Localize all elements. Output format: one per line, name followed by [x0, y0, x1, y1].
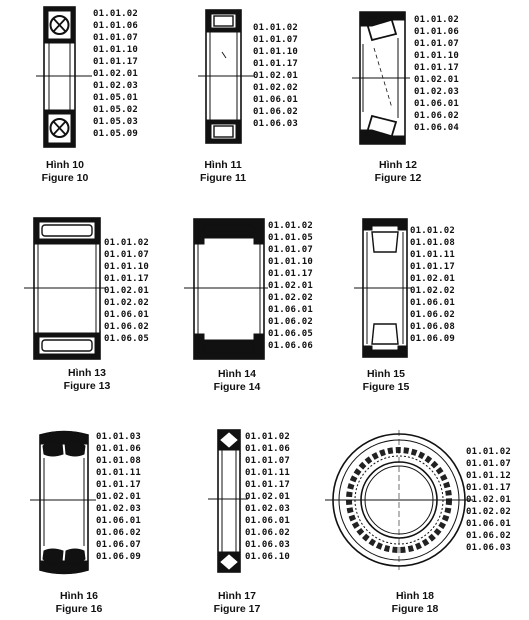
- code-item: 01.02.02: [104, 298, 149, 308]
- figure-label: Figure 13: [63, 379, 111, 392]
- code-item: 01.01.10: [414, 51, 459, 61]
- code-item: 01.06.02: [253, 107, 298, 117]
- code-item: 01.06.02: [414, 111, 459, 121]
- figure-heading: Hình 16: [60, 590, 98, 602]
- code-item: 01.01.11: [245, 468, 290, 478]
- code-item: 01.06.06: [268, 341, 313, 351]
- code-item: 01.05.09: [93, 129, 138, 139]
- code-item: 01.01.17: [96, 480, 141, 490]
- code-item: 01.02.01: [96, 492, 141, 502]
- code-item: 01.02.03: [414, 87, 459, 97]
- code-item: 01.01.06: [245, 444, 290, 454]
- figure-heading: Hình 10: [46, 159, 84, 171]
- code-item: 01.06.02: [268, 317, 313, 327]
- code-item: 01.01.02: [268, 221, 313, 231]
- code-item: 01.01.06: [93, 21, 138, 31]
- code-item: 01.02.03: [245, 504, 290, 514]
- code-item: 01.06.02: [104, 322, 149, 332]
- code-item: 01.02.01: [414, 75, 459, 85]
- figure-heading: Hình 18: [396, 590, 434, 602]
- code-item: 01.01.17: [410, 262, 455, 272]
- code-item: 01.05.01: [93, 93, 138, 103]
- figure-heading: Hình 15: [367, 368, 405, 380]
- figure-18-caption: [360, 590, 470, 615]
- code-item: 01.01.07: [93, 33, 138, 43]
- code-item: 01.06.01: [414, 99, 459, 109]
- code-item: 01.01.10: [104, 262, 149, 272]
- code-item: 01.06.03: [466, 543, 511, 553]
- code-item: 01.06.05: [268, 329, 313, 339]
- code-item: 01.01.11: [410, 250, 455, 260]
- code-item: 01.01.02: [93, 9, 138, 19]
- code-item: 01.01.12: [466, 471, 511, 481]
- code-item: 01.02.01: [253, 71, 298, 81]
- figure-label: Figure 12: [374, 171, 422, 184]
- code-item: 01.01.10: [268, 257, 313, 267]
- code-item: 01.05.03: [93, 117, 138, 127]
- code-item: 01.01.07: [253, 35, 298, 45]
- figure-heading: Hình 12: [379, 159, 417, 171]
- code-item: 01.01.17: [466, 483, 511, 493]
- code-item: 01.01.02: [414, 15, 459, 25]
- code-item: 01.01.02: [410, 226, 455, 236]
- code-item: 01.01.17: [414, 63, 459, 73]
- code-item: 01.02.01: [466, 495, 511, 505]
- code-item: 01.01.07: [466, 459, 511, 469]
- figure-label: Figure 15: [362, 380, 410, 393]
- code-item: 01.01.03: [96, 432, 141, 442]
- code-item: 01.02.01: [268, 281, 313, 291]
- code-item: 01.01.10: [93, 45, 138, 55]
- code-item: 01.02.02: [268, 293, 313, 303]
- code-item: 01.02.01: [104, 286, 149, 296]
- code-item: 01.06.01: [253, 95, 298, 105]
- figure-label: Figure 11: [199, 171, 247, 184]
- code-item: 01.06.08: [410, 322, 455, 332]
- code-item: 01.06.04: [414, 123, 459, 133]
- figure-label: Figure 16: [55, 602, 103, 615]
- code-item: 01.01.17: [104, 274, 149, 284]
- figure-label: Figure 18: [391, 602, 439, 615]
- code-item: 01.01.11: [96, 468, 141, 478]
- figure-label: Figure 14: [213, 380, 261, 393]
- figure-label: Figure 10: [41, 171, 89, 184]
- code-item: 01.06.01: [466, 519, 511, 529]
- code-item: 01.02.03: [93, 81, 138, 91]
- code-item: 01.06.02: [410, 310, 455, 320]
- code-item: 01.06.01: [96, 516, 141, 526]
- code-item: 01.06.10: [245, 552, 290, 562]
- code-item: 01.06.01: [410, 298, 455, 308]
- code-item: 01.01.06: [414, 27, 459, 37]
- code-item: 01.06.02: [245, 528, 290, 538]
- code-item: 01.01.10: [253, 47, 298, 57]
- code-item: 01.02.01: [410, 274, 455, 284]
- code-item: 01.01.17: [253, 59, 298, 69]
- code-item: 01.01.07: [104, 250, 149, 260]
- code-item: 01.06.01: [104, 310, 149, 320]
- code-item: 01.01.07: [268, 245, 313, 255]
- code-item: 01.06.01: [268, 305, 313, 315]
- figure-heading: Hình 13: [68, 367, 106, 379]
- code-item: 01.06.07: [96, 540, 141, 550]
- figure-heading: Hình 11: [204, 159, 242, 171]
- code-item: 01.06.09: [410, 334, 455, 344]
- code-item: 01.01.07: [245, 456, 290, 466]
- code-item: 01.01.05: [268, 233, 313, 243]
- code-item: 01.05.02: [93, 105, 138, 115]
- code-item: 01.06.01: [245, 516, 290, 526]
- figure-heading: Hình 14: [218, 368, 256, 380]
- figure-label: Figure 17: [213, 602, 261, 615]
- code-item: 01.06.02: [96, 528, 141, 538]
- code-item: 01.02.02: [410, 286, 455, 296]
- figure-18-codes: [466, 446, 511, 554]
- code-item: 01.02.01: [93, 69, 138, 79]
- code-item: 01.02.03: [96, 504, 141, 514]
- code-item: 01.01.06: [96, 444, 141, 454]
- code-item: 01.01.08: [410, 238, 455, 248]
- code-item: 01.01.07: [414, 39, 459, 49]
- code-item: 01.01.17: [268, 269, 313, 279]
- code-item: 01.01.02: [253, 23, 298, 33]
- figure-heading: Hình 17: [218, 590, 256, 602]
- code-item: 01.02.01: [245, 492, 290, 502]
- code-item: 01.01.02: [466, 447, 511, 457]
- code-item: 01.01.02: [104, 238, 149, 248]
- code-item: 01.01.17: [93, 57, 138, 67]
- code-item: 01.01.08: [96, 456, 141, 466]
- code-item: 01.01.02: [245, 432, 290, 442]
- code-item: 01.06.03: [253, 119, 298, 129]
- code-item: 01.02.02: [253, 83, 298, 93]
- code-item: 01.06.02: [466, 531, 511, 541]
- code-item: 01.06.05: [104, 334, 149, 344]
- code-item: 01.02.02: [466, 507, 511, 517]
- code-item: 01.06.09: [96, 552, 141, 562]
- code-item: 01.01.17: [245, 480, 290, 490]
- code-item: 01.06.03: [245, 540, 290, 550]
